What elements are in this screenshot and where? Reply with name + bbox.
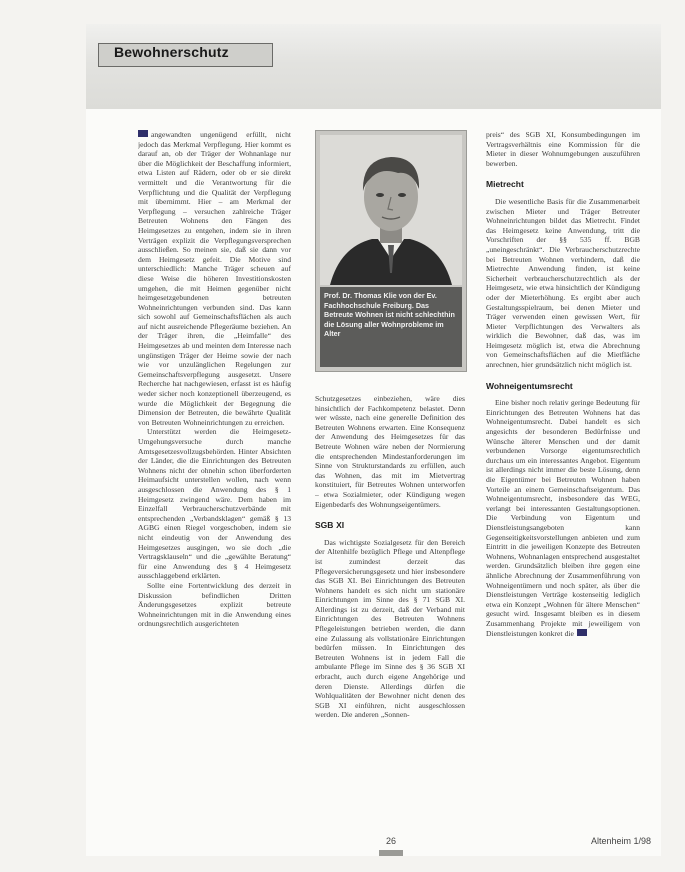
text-column-3 <box>486 130 640 830</box>
end-marker-icon <box>577 629 587 636</box>
paragraph: Schutzgesetzes einbeziehen, wäre dies hinsichtlich der Fachkompetenz belastet. Denn wer wüsste, nach eine generelle Definition des Betreuten Wohnens erwarten. Eine Konsequenz der Anwendung des Heimgesetzes für das Betreute Wohnen wäre neben der Normierung die entsprechenden Mindestanforderungen im Sinne von Strukturstandards zu erfüllen, auch das Wohnen, das mit im Mietvertrag konstituiert, für Betreutes Wohnen unterworfen – etwa Sozialmieter, oder Kündigung wegen Eigenbedarfs des Wohnungseigentümers. <box>315 394 465 509</box>
portrait-photo <box>320 135 462 285</box>
header-band <box>86 24 661 109</box>
section-title: Bewohnerschutz <box>114 44 229 60</box>
paragraph: Sollte eine Fortentwicklung des derzeit in Diskussion befindlichen Dritten Änderungsgesetzes explizit betreute Wohneinrichtungen mit in die Anwendung eines ordnungsrechtlich ausgerichteten <box>138 580 291 629</box>
paragraph: Unterstützt werden die Heimgesetz-Umgehungsversuche durch manche Amtsgesetzesvollzugsbehörden. Hinter Absichten der Länder, die die Einrichtungen des Betreuten Wohnens nicht der ohnehin schon überforderten Heimaufsicht unterstellen wollen, nach wenn ausgeschlossen die Anwendung des § 1 Heimgesetz zwingend wäre. Dem haben im Einzelfall Verbraucherschutzverbände mit entsprechenden „Verbandsklagen“ gemäß § 13 AGBG einen Riegel vorgeschoben, indem sie nicht eindeutig von der Anwendung des Heimgesetzes ausgingen, wo sie doch „die Vertragsklauseln“ und die „gewählte Beratung“ für eine Anwendung des § 4 Heimgesetz ausschlaggebend erklärten. <box>138 427 291 581</box>
text-column-2 <box>315 394 465 826</box>
portrait-figure <box>315 130 467 372</box>
paragraph: preis“ des SGB XI, Konsumbedingungen im Vertragsverhältnis eine Kommission für die Mieter in dieser Wohnumgebungen auszuführen bewerben. <box>486 130 640 168</box>
paragraph: Eine bisher noch relativ geringe Bedeutung für Einrichtungen des Betreuten Wohnens hat das Wohneigentumsrecht. Dabei handelt es sich angesichts der besonderen Bedürfnisse und Wünsche älterer Menschen und der damit verbundenen Vorsorge eigentumsrechtlich durchaus um ein interessantes Angebot. Eigentum ist allerdings nicht immer die beste Lösung, denn die Eigentümer bei Betreuten Wohnen haben Vorteile an einem Gemeinschaftseigentum. Das Wohneigentumsrecht, insbesondere das WEG, verlangt bei interessanten Gestaltungsoptionen. Die Verbindung von Eigentum und Dienstleistungsangeboten kann Gegenseitigkeitsvorstellungen anbieten und zum Eintritt in die jeweiligen Konzepte des Betreuten Wohnens, Wohnanlagen entsprechend ausgestaltet werden. Grundsätzlich bleiben ihre gegen eine ähnliche Abrechnung der Zusammenführung von Wohneigentümern und noch später, als über die Dienstleistungen Verträge kostenseitig lediglich etwa ein Konzept „Wohnen für ältere Menschen“ gesucht wird. Insgesamt bleiben es in diesem Zusammenhang Projekte mit jeweiligem von Dienstleistungen konkret die <box>486 398 640 638</box>
subheading-mietrecht: Mietrecht <box>486 179 524 190</box>
document-page <box>86 24 661 856</box>
subheading-wohneigentumsrecht: Wohneigentumsrecht <box>486 380 573 391</box>
page-number-bar <box>379 850 403 856</box>
section-marker-icon <box>138 130 148 137</box>
text-column-1 <box>138 130 291 830</box>
issue-label: Altenheim 1/98 <box>591 836 652 846</box>
paragraph: Die wesentliche Basis für die Zusammenarbeit zwischen Mieter und Träger Betreuter Wohneinrichtungen bildet das Mietrecht. Findet das Heimgesetz keine Anwendung, tritt die Vorschriften der §§ 535 ff. BGB „uneingeschränkt“. Die Verbraucherschutzrechte bei Betreuten Wohnen verhindern, daß die Mietrechte Anwendung finden, ist keine Sicherheit verbraucherschutzrechtlich als der Heimgesetz, wie etwa hinsichtlich der Kündigung oder der Mieterhöhung. Es ergibt aber auch Gestaltungsspielraum, bei denen Mieter und Träger verwenden einen gewissen Wert, für Mieter Verpflichtungen des Verwalters als wirklich die Bewohner, daß das, was im Heimgesetz möglich ist, etwa die Abrechnung von Gemeinschaftsflächen auf die Mietfläche anrechnen, hier grundsätzlich nicht möglich ist. <box>486 196 640 370</box>
paragraph: Das wichtigste Sozialgesetz für den Bereich der Altenhilfe bezüglich Pflege und Altenpflege ist zumindest derzeit das Pflegeversicherungsgesetz und hier insbesondere das SGB XI. Bei Einrichtungen des Betreuten Wohnens handelt es sich nicht um stationäre Einrichtungen im Sinne des § 71 SGB XI. Allerdings ist zu derzeit, daß der Verband mit Einrichtungen des Betreuten Wohnens Pflegeleistungen betrieben werden, die dann eine Zulassung als vollstationäre Einrichtungen bedürfen müssen. In Einrichtungen des Betreuten Wohnens ist in jedem Fall die ambulante Pflege im Sinne des § 36 SGB XI erbracht, auch durch eigene Angehörige und deren Dienste. Allerdings dürfen die Wohlqualitäten der Bewohner nicht denen des SGB XI einführen, nicht ausgeschlossen werden. Die anderen „Sonnen- <box>315 537 465 720</box>
page-number: 26 <box>386 836 397 846</box>
subheading-sgb-xi: SGB XI <box>315 520 345 531</box>
portrait-illustration <box>320 135 462 285</box>
paragraph: angewandten ungenügend erfüllt, nicht jedoch das Merkmal Verpflegung. Hier kommt es darauf an, ob der Träger der Wohnanlage nur über die Möglichkeit der Beschaffung informiert, etwa Listen auf Rädern, oder ob er sie direkt vermittelt und die Verantwortung für die Verpflichtung und die Qualität der Verpflegung mit übernimmt. Hier – am Merkmal der Verpflegung – versuchen zahlreiche Träger Betreuten Wohnens den Fängen des Heimgesetzes zu entgehen, indem sie in ihren Verträgen explizit die Verpflegungsversprechen ausschließen. So meinen sie, daß sie dann vor dem Heimgesetz gefeit. Die Motive sind unterschiedlich: Manche Träger scheuen auf diese Weise die höheren Investitionskosten umgehen, die mit Heimen gegenüber nicht heimgesetzgebundenen betreuten Wohneinrichtungen verbunden sind. Das kann sich sowohl auf Gemeinschaftsflächen als auch auf nicht ausreichende Pflegeräume beziehen. An der Träger ihren, die „Heimfalle“ des Heimgesetzes ab und meinten dem Interesse nach ungünstigen Träger der Heime sowie der nach wie vor unzulänglichen Regelungen zur Gemeinschaftsverpflegung ausgesetzt. Unsere Recherche hat nachgewiesen, erfasst ist es häufig weder sicher noch konzeptionell überzeugend, es wurde die Möglichkeit der Begegnung die Dimension der Betreuten, die bewährte Qualität von Betreuten Wohneinrichtungen zu erreichen. <box>138 130 291 427</box>
photo-caption: Prof. Dr. Thomas Klie von der Ev. Fachhochschule Freiburg. Das Betreute Wohnen ist nicht schlechthin die Lösung aller Wohnprobleme im Alter <box>324 291 455 339</box>
